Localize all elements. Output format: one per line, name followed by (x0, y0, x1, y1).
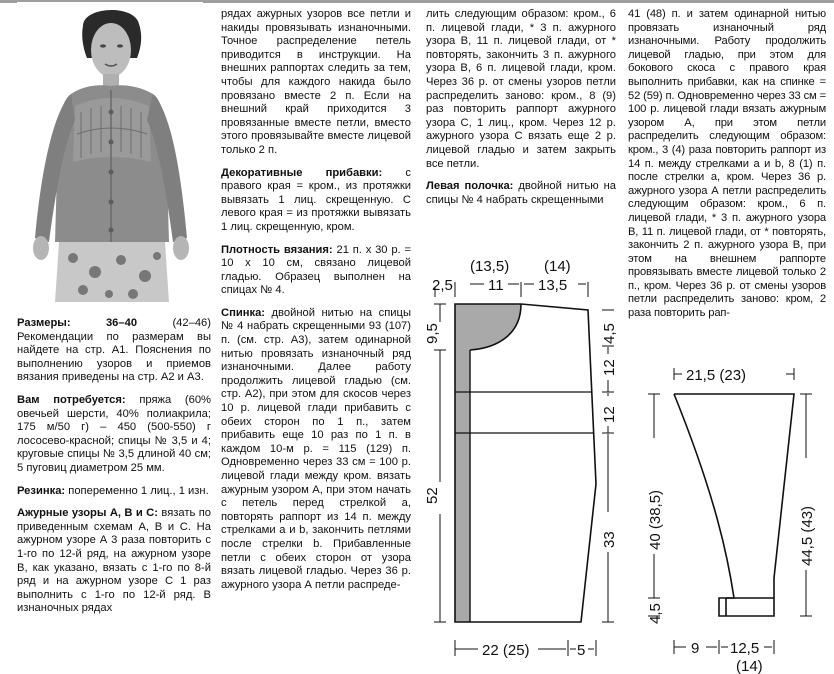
dim-top-right-alt: (14) (544, 258, 571, 275)
left-front-continued-paragraph: 41 (48) п. и затем одинарной нитью провязать изнаночный ряд изнаночными. Работу продолжить лицевой гладью, при этом для бокового скоса с правого края выполнить прибавки, как на спинке = 52 (59) п. Одновременно через 33 см = 100 р. лицевой глади вязать ажурным узором А, при этом петли распределить следующим образом: кром., 3 (4) раза повторить раппорт из 14 п. между стрелками а и b, 8 (1) п. после стрелки а, кром. Через 36 р. ажурного узора А петли распределить следующим образом: кром., 6 п. лицевой глади, * 3 п. ажурного узора В, 11 п. лицевой глади, от * повторять, закончить 2 п. ажурного узора В, при этом на внешнем раппорте провязывать вместе лицевой только 2 п., кром. Через 36 р. от смены узоров петли распределить заново: кром, 2 раза повторить рап- (628, 8, 826, 320)
increases-text: с правого края = кром., из протяжки вывязать 1 лиц. скрещенную. С левого края = из протяжки вывязать 1 лиц. скрещенную, кром. (221, 166, 411, 233)
dim-right-33: 33 (601, 531, 618, 548)
dim-sleeve-bottom-9: 9 (691, 640, 700, 657)
sizes-heading: Размеры: 36–40 (17, 317, 138, 329)
dim-sleeve-top: 21,5 (23) (686, 367, 747, 384)
neck-shading (455, 304, 521, 622)
column-3 (426, 8, 616, 216)
back-continued-paragraph: лить следующим образом: кром., 6 п. лицевой глади, * 3 п. ажурного узора В, 11 п. лицевой глади, от * повторять, закончить 3 п. ажурного узора В, 6 п. лицевой глади, кром. Через 36 р. от смены узоров петли распределить заново: кром., 8 (9) раз повторить раппорт ажурного узора С, 1 лиц., кром. Через 12 р. ажурного узора С вязать еще 2 р. лицевой гладью и затем закрыть все петли. (426, 8, 616, 170)
dim-top-left-alt: (13,5) (470, 258, 510, 275)
dim-right-12b: 12 (601, 406, 618, 423)
gauge-paragraph (221, 244, 411, 298)
materials-paragraph (17, 394, 211, 476)
dim-bottom-5: 5 (577, 642, 586, 659)
pattern-notes-paragraph: рядах ажурных узоров все петли и накиды провязывать изнаночными. Точное распределение петель приводится в инструкции. На внешних раппортах следить за тем, чтобы для каждого накида было провязано вместе 2 п. Если на внешний край приходится 3 провязанные вместе петли, вместо этого провязывайте вместе лицевой только 2 п. (221, 8, 411, 156)
column-4 (628, 8, 826, 330)
left-front-heading: Левая полочка: (426, 180, 514, 193)
panel-outline (455, 304, 596, 622)
lace-paragraph (17, 507, 211, 616)
materials-text: пряжа (60% овечьей шерсти, 40% полиакрила; 175 м/50 г) – 450 (500-550) г лососево-красной; спицы № 3,5 и 4; круговые спицы № 3,5 длиной 40 см; 5 пуговиц диаметром 25 мм. (17, 393, 211, 474)
dim-sleeve-right: 44,5 (43) (799, 505, 816, 566)
lace-text: вязать по приведенным схемам А, В и С. На ажурном узоре А 3 раза повторить с 1-го по 12-й ряд, на ажурном узоре В, как указано, вязать с 1-го по 8-й ряд и на ажурном узоре С 1 раз выполнить с 1-го по 12-й ряд. В изнаночных рядах (17, 507, 212, 615)
materials-heading: Вам потребуется: (17, 393, 126, 406)
increases-heading: Декоративные прибавки: (221, 166, 383, 179)
left-front-text: двойной нитью на спицы № 4 набрать скрещенными (426, 180, 616, 206)
dim-left-52: 52 (424, 487, 441, 504)
back-heading: Спинка: (221, 306, 266, 319)
panel-schema (418, 252, 622, 672)
sizes-text: Рекомендации по размерам вы найдете на стр. А1. Пояснения по выполнению узоров и приемов вязания приведены на стр. А2 и А3. (17, 330, 211, 384)
column-2 (221, 8, 411, 601)
sleeve-schema (624, 358, 834, 674)
dim-width-3: 13,5 (538, 277, 568, 294)
back-paragraph (221, 307, 411, 592)
dim-left-9-5: 9,5 (424, 323, 441, 344)
dim-right-12a: 12 (601, 359, 618, 376)
sizes-paragraph (17, 317, 211, 385)
dim-sleeve-left-4-5: 4,5 (647, 603, 664, 624)
column-1 (17, 317, 211, 625)
increases-paragraph (221, 167, 411, 235)
gauge-text: 21 п. х 30 р. = 10 х 10 см, связано лицевой гладью. Образец выполнен на спицах № 4. (221, 243, 412, 297)
dim-sleeve-bottom-12-5: 12,5 (730, 640, 760, 657)
left-front-paragraph (426, 180, 616, 207)
sizes-alt: (42–46) (172, 317, 211, 329)
back-text: двойной нитью на спицы № 4 набрать скрещенными 93 (107) п. (см. стр. А3), затем одинарной нитью провязать изнаночный ряд изнаночными. Далее работу продолжить лицевой гладью (см. стр. А2), при этом для скосов через 10 р. лицевой глади прибавить с обеих сторон по 1 п., затем прибавить еще 10 раз по 1 п. в каждом 10-м р. = 115 (129) п. Одновременно через 33 см = 100 р. лицевой глади между кром. вязать ажурным узором А, при этом начать с петель перед стрелкой а, повторять раппорт из 14 п. между стрелками а и b, закончить петлями после стрелки b. Прибавленные петли с обеих сторон от узора вязать лицевой гладью. Через 36 р. ажурного узора А петли распреде- (221, 306, 412, 591)
rib-paragraph (17, 485, 211, 499)
dim-bottom-width: 22 (25) (482, 642, 530, 659)
dim-width-1: 2,5 (432, 277, 453, 294)
sleeve-outline (674, 394, 794, 616)
model-photo (17, 2, 203, 312)
dim-sleeve-bottom-14: (14) (736, 658, 763, 674)
dim-sleeve-left-40: 40 (38,5) (647, 489, 664, 550)
rib-heading: Резинка: (17, 484, 66, 497)
dim-width-2: 11 (488, 277, 504, 294)
dim-right-4-5: 4,5 (601, 323, 618, 344)
lace-heading: Ажурные узоры А, В и С: (17, 507, 158, 520)
gauge-heading: Плотность вязания: (221, 243, 333, 256)
rib-text: попеременно 1 лиц., 1 изн. (68, 484, 209, 497)
